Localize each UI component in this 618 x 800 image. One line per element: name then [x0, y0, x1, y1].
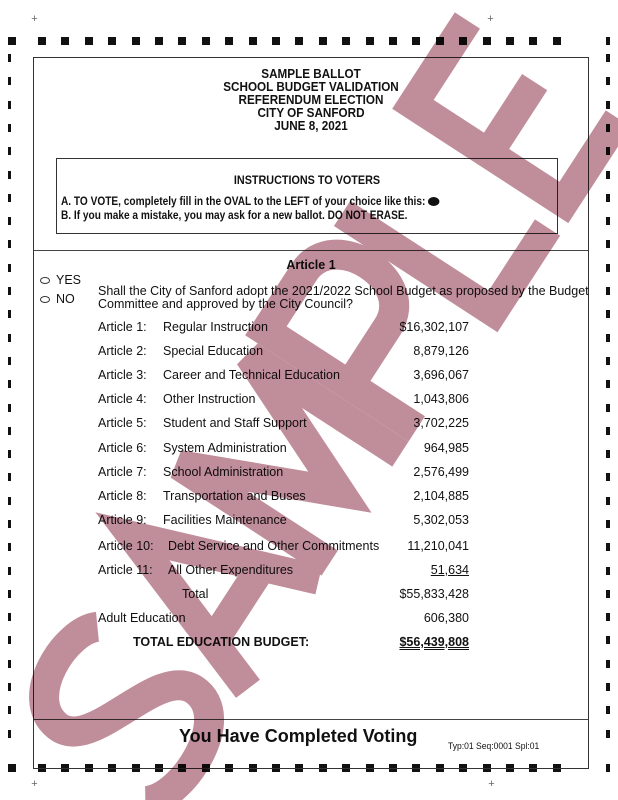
footer-divider [34, 719, 588, 720]
timing-mark [606, 171, 610, 179]
contest-title: Article 1 [286, 258, 336, 272]
article-amount: 2,104,885 [413, 489, 469, 503]
timing-mark [8, 520, 11, 528]
total-label: Total [182, 587, 209, 601]
instruction-a [61, 196, 439, 209]
timing-mark [606, 427, 610, 435]
timing-mark [606, 124, 610, 132]
timing-mark [436, 37, 444, 45]
timing-mark [606, 660, 610, 668]
article-name: All Other Expenditures [168, 563, 294, 577]
timing-mark [8, 310, 11, 318]
timing-mark [272, 37, 280, 45]
timing-mark [606, 543, 610, 551]
article-label: Article 7: [98, 465, 147, 479]
timing-mark [8, 37, 16, 45]
article-name: Regular Instruction [163, 320, 268, 334]
registration-mark-icon: + [31, 13, 38, 25]
total-amount: $55,833,428 [399, 587, 469, 601]
timing-mark [295, 37, 303, 45]
timing-mark [38, 37, 46, 45]
timing-mark [8, 287, 11, 295]
instructions-box [56, 158, 558, 234]
timing-mark [8, 147, 11, 155]
article-name: Student and Staff Support [163, 416, 307, 430]
article-label: Article 4: [98, 392, 147, 406]
registration-mark-icon: + [31, 778, 38, 790]
option-yes-label: YES [56, 273, 82, 287]
timing-mark [606, 334, 610, 342]
timing-mark [8, 450, 11, 458]
timing-mark [8, 264, 11, 272]
timing-mark [606, 567, 610, 575]
timing-mark [606, 37, 610, 45]
article-label: Article 9: [98, 513, 147, 527]
timing-mark [8, 764, 16, 772]
ballot-title: SAMPLE BALLOT [261, 66, 361, 81]
adult-education-amount: 606,380 [423, 611, 469, 625]
timing-mark [319, 37, 327, 45]
adult-education-label: Adult Education [98, 611, 186, 625]
instructions-title: INSTRUCTIONS TO VOTERS [233, 173, 381, 187]
ballot-subtitle: SCHOOL BUDGET VALIDATION [223, 79, 399, 94]
timing-mark [606, 54, 610, 62]
timing-mark [606, 264, 610, 272]
timing-mark [8, 217, 11, 225]
article-label: Article 5: [98, 416, 147, 430]
ballot-frame [33, 57, 589, 769]
question-line-2: Committee and approved by the City Council? [98, 297, 353, 311]
timing-mark [606, 730, 610, 738]
timing-mark [606, 636, 610, 644]
timing-mark [8, 54, 11, 62]
article-amount: 51,634 [430, 563, 469, 577]
article-label: Article 10: [98, 539, 154, 553]
timing-mark [342, 37, 350, 45]
grand-total-label: TOTAL EDUCATION BUDGET: [133, 635, 310, 649]
timing-mark [8, 171, 11, 179]
timing-mark [249, 37, 257, 45]
article-amount: 11,210,041 [407, 539, 469, 553]
timing-mark [606, 287, 610, 295]
timing-mark [8, 636, 11, 644]
timing-mark [606, 217, 610, 225]
timing-mark [606, 613, 610, 621]
registration-mark-icon: + [488, 778, 495, 790]
article-label: Article 3: [98, 368, 147, 382]
timing-mark [606, 497, 610, 505]
timing-mark [606, 147, 610, 155]
timing-mark [8, 380, 11, 388]
timing-mark [606, 450, 610, 458]
article-name: System Administration [163, 441, 287, 455]
timing-mark [8, 683, 11, 691]
oval-icon[interactable] [40, 277, 50, 284]
article-name: Other Instruction [163, 392, 256, 406]
timing-mark [606, 404, 610, 412]
timing-mark [8, 194, 11, 202]
election-name: REFERENDUM ELECTION [238, 92, 384, 107]
timing-mark [8, 497, 11, 505]
article-label: Article 8: [98, 489, 147, 503]
article-name: Special Education [163, 344, 264, 358]
instruction-a-text: A. TO VOTE, completely fill in the OVAL to the LEFT of your choice like this: [61, 196, 426, 208]
timing-mark [8, 590, 11, 598]
timing-mark [8, 404, 11, 412]
timing-mark [606, 520, 610, 528]
timing-mark [108, 37, 116, 45]
article-name: Facilities Maintenance [163, 513, 287, 527]
option-no[interactable] [40, 293, 75, 306]
timing-mark [529, 37, 537, 45]
timing-mark [132, 37, 140, 45]
timing-mark [606, 473, 610, 481]
article-label: Article 1: [98, 320, 147, 334]
article-name: School Administration [163, 465, 284, 479]
timing-mark [61, 37, 69, 45]
timing-mark [202, 37, 210, 45]
timing-mark [606, 77, 610, 85]
article-amount: 8,879,126 [413, 344, 469, 358]
timing-mark [606, 310, 610, 318]
registration-mark-icon: + [487, 13, 494, 25]
timing-mark [366, 37, 374, 45]
timing-mark [412, 37, 420, 45]
instruction-b: B. If you make a mistake, you may ask for a new ballot. DO NOT ERASE. [61, 210, 408, 222]
timing-mark [606, 194, 610, 202]
timing-mark [606, 764, 610, 772]
timing-mark [8, 473, 11, 481]
timing-mark [553, 37, 561, 45]
article-label: Article 2: [98, 344, 147, 358]
timing-mark [225, 37, 233, 45]
timing-mark [389, 37, 397, 45]
timing-mark [155, 37, 163, 45]
timing-mark [606, 683, 610, 691]
article-name: Debt Service and Other Commitments [168, 539, 380, 553]
article-label: Article 6: [98, 441, 147, 455]
article-label: Article 11: [98, 563, 153, 577]
ballot-code: Typ:01 Seq:0001 Spl:01 [448, 741, 540, 752]
timing-mark [606, 590, 610, 598]
article-name: Career and Technical Education [163, 368, 340, 382]
article-amount: 1,043,806 [413, 392, 469, 406]
timing-mark [8, 660, 11, 668]
completed-voting-text: You Have Completed Voting [179, 726, 418, 746]
timing-mark [8, 101, 11, 109]
article-amount: $16,302,107 [399, 320, 469, 334]
timing-mark [606, 380, 610, 388]
article-amount: 3,702,225 [413, 416, 469, 430]
timing-mark [8, 77, 11, 85]
timing-mark [506, 37, 514, 45]
option-no-label: NO [56, 292, 75, 306]
grand-total-amount: $56,439,808 [399, 635, 469, 649]
timing-mark [8, 427, 11, 435]
election-date: JUNE 8, 2021 [274, 118, 348, 133]
timing-mark [8, 567, 11, 575]
timing-mark [8, 613, 11, 621]
timing-mark [606, 101, 610, 109]
timing-mark [606, 706, 610, 714]
timing-mark [8, 357, 11, 365]
timing-mark [8, 730, 11, 738]
jurisdiction: CITY OF SANFORD [257, 105, 365, 120]
article-amount: 5,302,053 [413, 513, 469, 527]
filled-oval-icon [428, 197, 439, 206]
timing-mark [178, 37, 186, 45]
oval-icon[interactable] [40, 296, 50, 303]
timing-mark [459, 37, 467, 45]
article-amount: 964,985 [423, 441, 469, 455]
timing-mark [8, 543, 11, 551]
timing-mark [483, 37, 491, 45]
article-name: Transportation and Buses [163, 489, 306, 503]
article-amount: 3,696,067 [413, 368, 469, 382]
timing-mark [8, 124, 11, 132]
timing-mark [606, 240, 610, 248]
article-amount: 2,576,499 [413, 465, 469, 479]
timing-mark [606, 357, 610, 365]
timing-mark [85, 37, 93, 45]
divider [34, 250, 588, 251]
timing-mark [8, 334, 11, 342]
timing-mark [8, 706, 11, 714]
question-line-1: Shall the City of Sanford adopt the 2021/2022 School Budget as proposed by the Budget [98, 284, 589, 298]
timing-mark [8, 240, 11, 248]
option-yes[interactable] [40, 274, 81, 287]
